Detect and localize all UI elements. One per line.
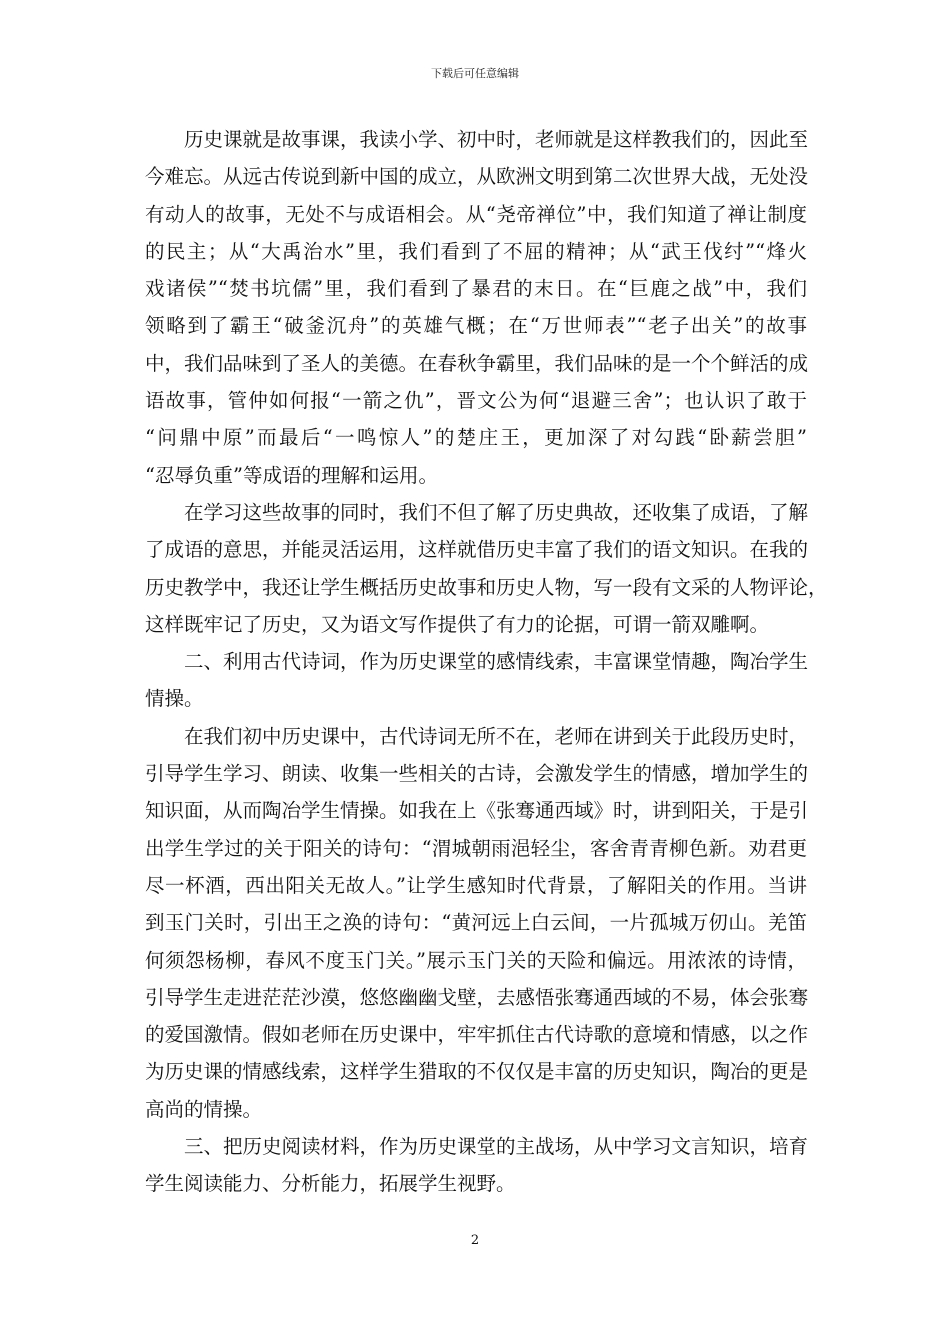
text-line: 了成语的意思，并能灵活运用，这样就借历史丰富了我们的语文知识。在我的: [145, 538, 809, 562]
text-line: 的民主；从“大禹治水”里，我们看到了不屈的精神；从“武王伐纣”“烽火: [145, 239, 807, 263]
text-line: 尽一杯酒，西出阳关无故人。”让学生感知时代背景，了解阳关的作用。当讲: [145, 873, 807, 897]
text-line: 今难忘。从远古传说到新中国的成立，从欧洲文明到第二次世界大战，无处没: [145, 165, 809, 189]
body-text: [145, 121, 828, 1203]
text-line: 高尚的情操。: [145, 1097, 263, 1121]
text-line: 引导学生学习、朗读、收集一些相关的古诗，会激发学生的情感，增加学生的: [145, 762, 809, 786]
section-heading-3: [145, 1128, 807, 1203]
text-line: 在我们初中历史课中，古代诗词无所不在，老师在讲到关于此段历史时，: [184, 724, 809, 748]
text-line: 的爱国激情。假如老师在历史课中，牢牢抓住古代诗歌的意境和情感，以之作: [145, 1023, 809, 1047]
text-line: 知识面，从而陶冶学生情操。如我在上《张骞通西域》时，讲到阳关，于是引: [145, 799, 809, 823]
text-line: 中，我们品味到了圣人的美德。在春秋争霸里，我们品味的是一个个鲜活的成: [145, 351, 809, 375]
header-note: 下载后可任意编辑: [431, 67, 519, 80]
page-number: 2: [470, 1233, 480, 1248]
paragraph-1: [145, 121, 807, 494]
text-line: 这样既牢记了历史，又为语文写作提供了有力的论据，可谓一箭双雕啊。: [145, 612, 770, 636]
text-line: 历史课就是故事课，我读小学、初中时，老师就是这样教我们的，因此至: [184, 128, 809, 151]
text-line: 学生阅读能力、分析能力，拓展学生视野。: [145, 1172, 516, 1196]
text-line: 何须怨杨柳，春风不度玉门关。”展示玉门关的天险和偏远。用浓浓的诗情，: [145, 948, 807, 972]
text-line: 到玉门关时，引出王之涣的诗句：“黄河远上白云间，一片孤城万仞山。羌笛: [145, 911, 807, 935]
text-line: “问鼎中原”而最后“一鸣惊人”的楚庄王，更加深了对勾践“卧薪尝胆”: [145, 426, 807, 450]
text-line: 在学习这些故事的同时，我们不但了解了历史典故，还收集了成语，了解: [184, 500, 809, 524]
text-line: 领略到了霸王“破釜沉舟”的英雄气概；在“万世师表”“老子出关”的故事: [145, 314, 807, 338]
text-line: 有动人的故事，无处不与成语相会。从“尧帝禅位”中，我们知道了禅让制度: [145, 202, 807, 226]
text-line: 引导学生走进茫茫沙漠，悠悠幽幽戈壁，去感悟张骞通西域的不易，体会张骞: [145, 985, 809, 1009]
text-line: 历史教学中，我还让学生概括历史故事和历史人物，写一段有文采的人物评论，: [145, 575, 828, 599]
text-line: 语故事，管仲如何报“一箭之仇”，晋文公为何“退避三舍”；也认识了敢于: [145, 389, 807, 413]
text-line: 三、把历史阅读材料，作为历史课堂的主战场，从中学习文言知识，培育: [184, 1135, 809, 1159]
text-line: “忍辱负重”等成语的理解和运用。: [145, 463, 438, 487]
paragraph-3: [145, 718, 807, 1128]
text-line: 二、利用古代诗词，作为历史课堂的感情线索，丰富课堂情趣，陶冶学生: [184, 650, 809, 674]
section-heading-2: [145, 643, 807, 718]
paragraph-2: [145, 494, 828, 643]
text-line: 情操。: [145, 687, 204, 711]
text-line: 为历史课的情感线索，这样学生猎取的不仅仅是丰富的历史知识，陶冶的更是: [145, 1060, 809, 1084]
text-line: 戏诸侯”“焚书坑儒”里，我们看到了暴君的末日。在“巨鹿之战”中，我们: [145, 277, 807, 301]
text-line: 出学生学过的关于阳关的诗句：“渭城朝雨浥轻尘，客舍青青柳色新。劝君更: [145, 836, 807, 860]
